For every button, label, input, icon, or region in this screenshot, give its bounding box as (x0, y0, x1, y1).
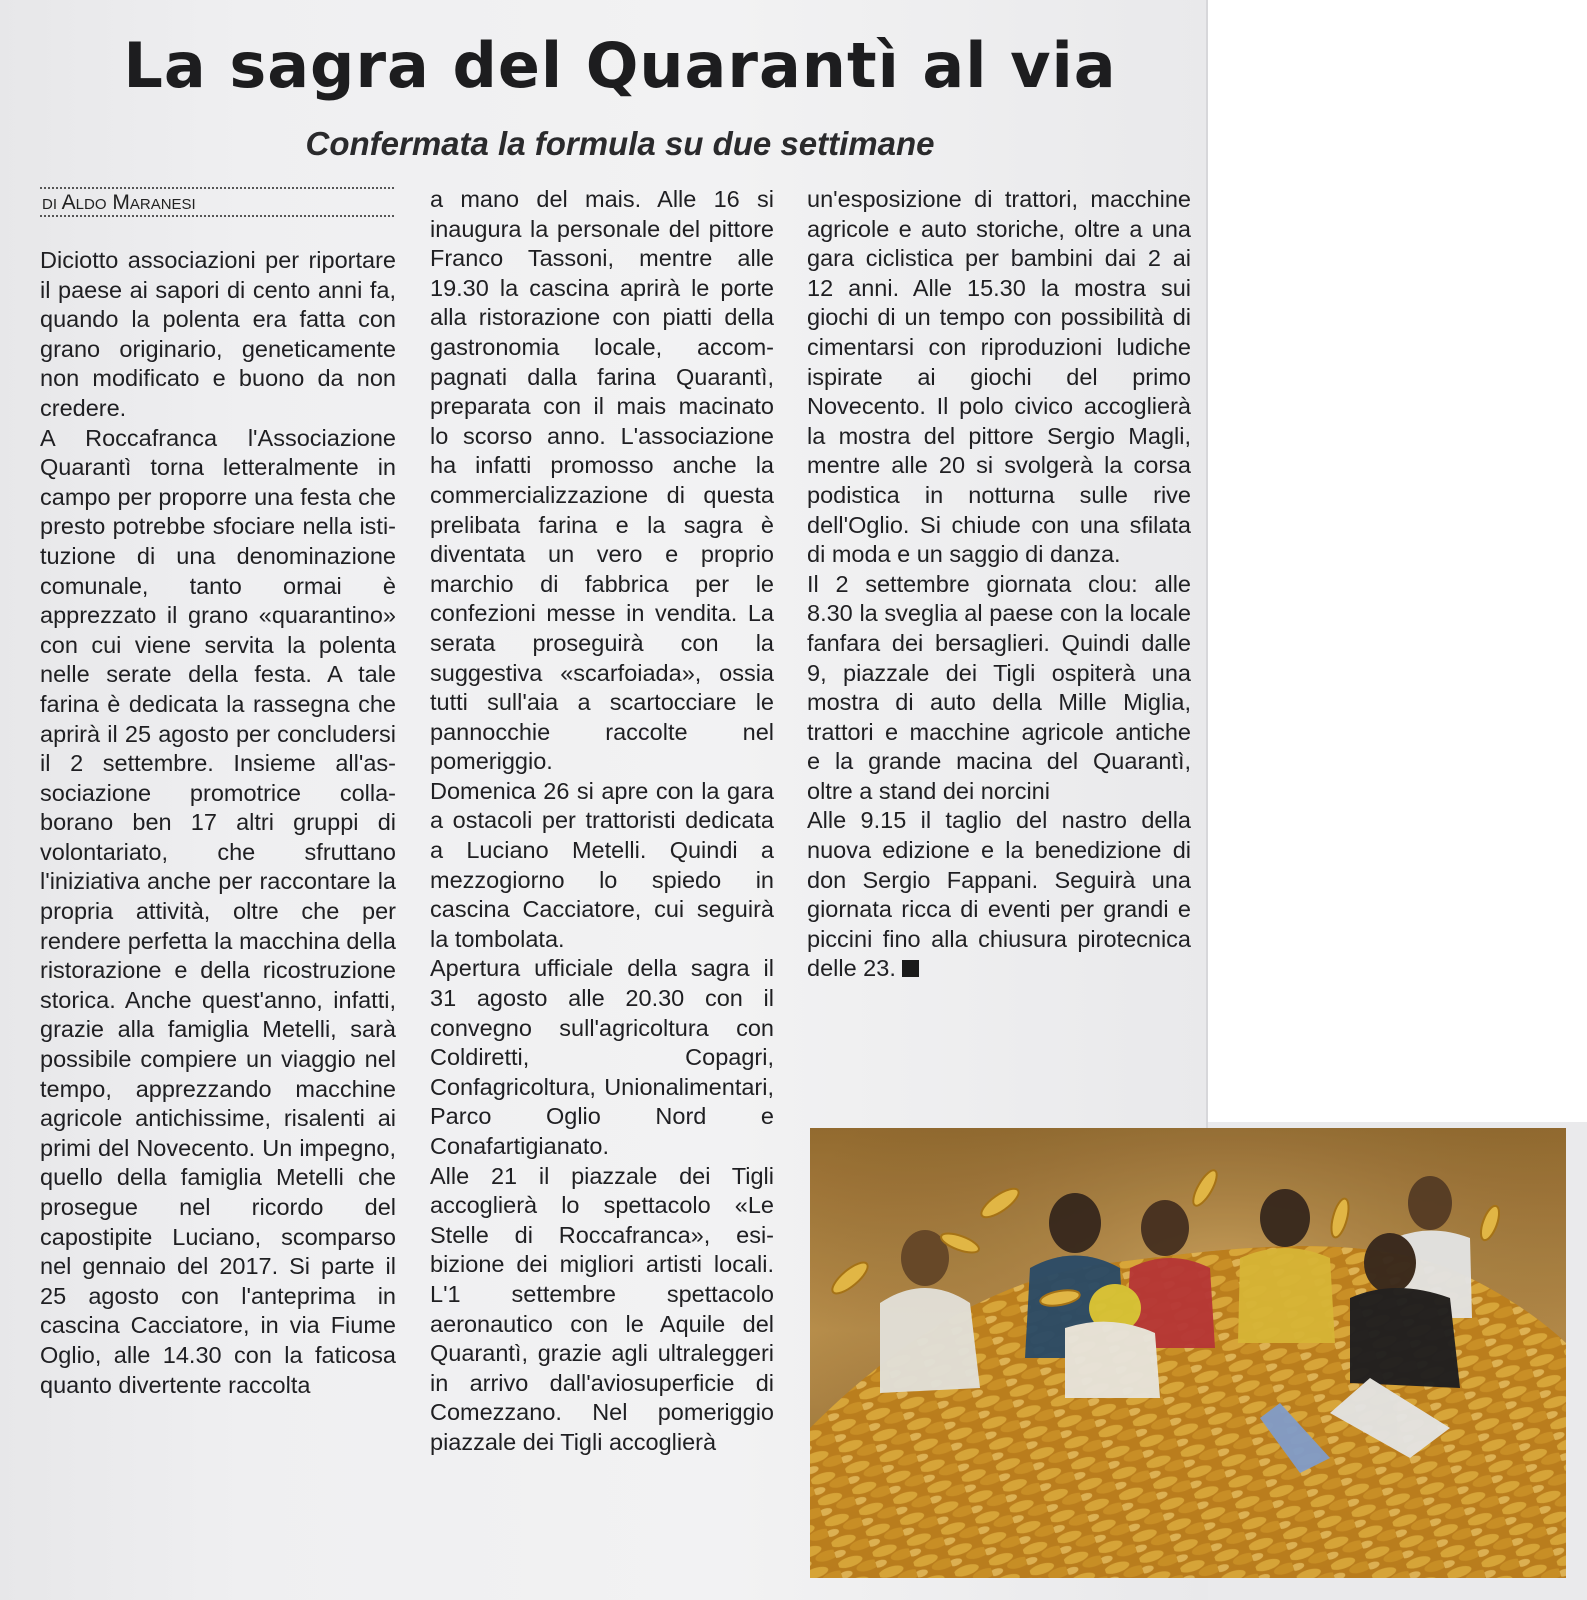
paragraph: Domenica 26 si apre con la gara a ostacoli per trattoristi dedicata a Luciano Metelli. Quindi a mezzogiorno lo spiedo in cascina Cacciatore, cui seguirà la tombolata. (430, 777, 774, 952)
paragraph: a mano del mais. Alle 16 si inaugura la personale del pittore Franco Tassoni, mentre alle 19.30 la cascina aprirà le porte alla ristorazione con piatti della gastronomia locale, accompagnati dalla farina Quarantì, preparata con il mais macinato lo scorso anno. L'associazione ha infatti promosso anche la commercializzazione di questa prelibata farina e la sagra è diventata un vero e proprio marchio di fabbrica per le confezioni messe in vendita. La serata proseguirà con la suggestiva «scarfoiada», ossia tutti sull'aia a scartocciare le pannocchie raccolte nel pomeriggio. (430, 186, 774, 775)
photo-kids-on-corn-pile (810, 1128, 1566, 1578)
page-fold-line (1206, 0, 1208, 1140)
article-byline: di Aldo Maranesi (40, 187, 394, 217)
paragraph: A Roccafranca l'Associazione Quarantì torna letteralmente in campo per proporre una festa che presto potrebbe sfociare nella istituzione di una denominazione comunale, tanto ormai è apprezzato il grano «quarantino» con cui viene servita la polenta nelle serate della festa. A tale farina è dedicata la rassegna che aprirà il 25 agosto per concludersi il 2 settembre. Insieme all'associazione promotrice collaborano ben 17 altri gruppi di volontariato, che sfruttano l'iniziativa anche per raccontare la propria attività, oltre che per rendere perfetta la macchina della ristorazione e della ricostruzione storica. Anche quest'anno, infatti, grazie alla famiglia Metelli, sarà possibile compiere un viaggio nel tempo, apprezzando macchine agricole antichissime, risalenti ai primi del Novecento. Un impegno, quello della famiglia Metelli che prosegue nel ricordo del capostipite Luciano, scomparso nel gennaio del 2017. Si parte il 25 agosto con l'anteprima in cascina Cacciatore, in via Fiume Oglio, alle 14.30 con la faticosa quanto divertente raccolta (40, 424, 396, 1398)
article-photo (810, 1128, 1566, 1578)
paragraph: Alle 21 il piazzale dei Tigli accoglierà lo spettacolo «Le Stelle di Roccafranca», esibizione dei migliori artisti locali. L'1 settembre spettacolo aeronautico con le Aquile del Quarantì, grazie agli ultraleggeri in arrivo dall'aviosuperficie di Comezzano. Nel pomeriggio piazzale dei Tigli accoglierà (430, 1162, 774, 1455)
paragraph: Apertura ufficiale della sagra il 31 agosto alle 20.30 con il convegno sull'agricoltura con Coldiretti, Copagri, Confagricoltura, Unionalimentari, Parco Oglio Nord e Conafartigianato. (430, 955, 774, 1159)
paragraph: un'esposizione di trattori, macchine agricole e auto storiche, oltre a una gara ciclistica per bambini dai 2 ai 12 anni. Alle 15.30 la mostra sui giochi di un tempo con possibilità di cimentarsi con riproduzioni ludiche ispirate ai giochi del primo Novecento. Il polo civico accoglierà la mostra del pittore Sergio Magli, mentre alle 20 si svolgerà la corsa podistica in notturna sulle rive dell'Oglio. Si chiude con una sfilata di moda e un saggio di danza. (807, 186, 1191, 568)
end-of-article-mark (902, 960, 919, 977)
paragraph (807, 806, 1191, 984)
paragraph-text: Alle 9.15 il taglio del nastro della nuova edizione e la benedizione di don Sergio Fappani. Seguirà una giornata ricca di eventi per grandi e piccini fino alla chiusura pirotecnica delle 23. (807, 807, 1191, 982)
article-column-3 (807, 185, 1191, 1105)
article-column-1 (40, 246, 396, 1586)
article-headline: La sagra del Quarantì al via (123, 29, 1117, 102)
article-subheadline: Confermata la formula su due settimane (305, 125, 935, 162)
paragraph: Il 2 settembre giornata clou: alle 8.30 la sveglia al paese con la locale fanfara dei bersaglieri. Quindi dalle 9, piazzale dei Tigli ospiterà una mostra di auto della Mille Miglia, trattori e macchine agricole antiche e la grande macina del Quarantì, oltre a stand dei norcini (807, 570, 1191, 804)
paragraph: Diciotto associazioni per riportare il paese ai sapori di cento anni fa, quando la polenta era fatta con grano originario, geneticamente non modificato e buono da non credere. (40, 247, 396, 421)
blank-area (1212, 6, 1587, 1122)
article-column-2 (430, 185, 774, 1590)
